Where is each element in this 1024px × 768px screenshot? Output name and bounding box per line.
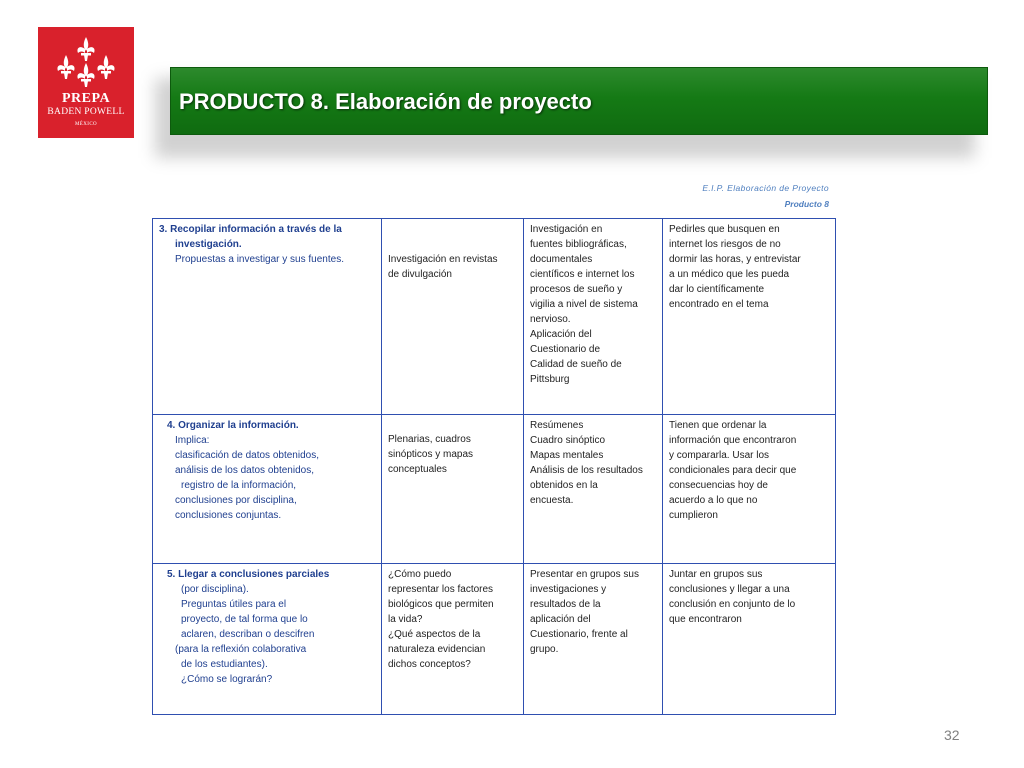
cell-line: obtenidos en la <box>530 480 598 491</box>
stage-line: conclusiones conjuntas. <box>175 510 282 521</box>
cell-line: Presentar en grupos sus <box>530 569 639 580</box>
cell-line: Análisis de los resultados <box>530 465 643 476</box>
stage-cell <box>153 564 382 715</box>
cell-line: y compararla. Usar los <box>669 450 770 461</box>
cell-line: dar lo científicamente <box>669 284 765 295</box>
school-logo <box>38 27 134 138</box>
cell-line: internet los riesgos de no <box>669 239 781 250</box>
cell-line: información que encontraron <box>669 435 797 446</box>
cell-line: a un médico que les pueda <box>669 269 790 280</box>
cell-line: sinópticos y mapas <box>388 449 474 460</box>
header-note-line-2: Producto 8 <box>784 199 829 209</box>
cell-line: naturaleza evidencian <box>388 644 486 655</box>
cell-line: Resúmenes <box>530 420 584 431</box>
project-table <box>152 218 836 715</box>
table-row <box>153 219 836 415</box>
cell-line: procesos de sueño y <box>530 284 623 295</box>
task-cell <box>663 415 836 564</box>
stage-line: Propuestas a investigar y sus fuentes. <box>175 254 344 265</box>
stage-line: (para la reflexión colaborativa <box>175 644 307 655</box>
strategy-cell <box>382 564 524 715</box>
cell-line: Cuestionario, frente al <box>530 629 628 640</box>
cell-line: Calidad de sueño de <box>530 359 622 370</box>
activity-cell <box>524 219 663 415</box>
cell-line: la vida? <box>388 614 423 625</box>
stage-line: ¿Cómo se lograrán? <box>181 674 273 685</box>
table-row <box>153 564 836 715</box>
stage-title-line: 4. Organizar la información. <box>167 420 299 431</box>
logo-line-2: BADEN POWELL <box>47 107 125 117</box>
cell-line: fuentes bibliográficas, <box>530 239 627 250</box>
stage-line: registro de la información, <box>181 480 297 491</box>
cell-line: conclusiones y llegar a una <box>669 584 790 595</box>
cell-line: grupo. <box>530 644 559 655</box>
cell-line: Investigación en revistas <box>388 254 498 265</box>
stage-title-line: 3. Recopilar información a través de la <box>159 224 342 235</box>
task-cell <box>663 219 836 415</box>
stage-line: conclusiones por disciplina, <box>175 495 297 506</box>
cell-line: encuesta. <box>530 495 574 506</box>
strategy-cell <box>382 415 524 564</box>
cell-line: ¿Qué aspectos de la <box>388 629 481 640</box>
fleur-de-lis-icon <box>54 35 118 89</box>
cell-line: aplicación del <box>530 614 591 625</box>
stage-line: Preguntas útiles para el <box>181 599 287 610</box>
cell-line: cumplieron <box>669 510 718 521</box>
logo-line-3: MÉXICO <box>74 122 98 127</box>
stage-cell <box>153 219 382 415</box>
cell-line: Mapas mentales <box>530 450 604 461</box>
activity-cell <box>524 415 663 564</box>
task-cell <box>663 564 836 715</box>
cell-line: vigilia a nivel de sistema <box>530 299 638 310</box>
cell-line: resultados de la <box>530 599 601 610</box>
cell-line: investigaciones y <box>530 584 607 595</box>
stage-line: de los estudiantes). <box>181 659 268 670</box>
cell-line: dormir las horas, y entrevistar <box>669 254 801 265</box>
cell-line: documentales <box>530 254 593 265</box>
cell-line: científicos e internet los <box>530 269 635 280</box>
cell-line: Tienen que ordenar la <box>669 420 767 431</box>
cell-line: conceptuales <box>388 464 447 475</box>
activity-cell <box>524 564 663 715</box>
cell-line: Investigación en <box>530 224 603 235</box>
cell-line: condicionales para decir que <box>669 465 797 476</box>
cell-line: dichos conceptos? <box>388 659 471 670</box>
stage-title-line: investigación. <box>175 239 242 250</box>
cell-line: Pittsburg <box>530 374 570 385</box>
cell-line: acuerdo a lo que no <box>669 495 758 506</box>
stage-cell <box>153 415 382 564</box>
cell-line: representar los factores <box>388 584 494 595</box>
cell-line: que encontraron <box>669 614 742 625</box>
cell-line: biológicos que permiten <box>388 599 494 610</box>
cell-line: Juntar en grupos sus <box>669 569 763 580</box>
cell-line: Cuadro sinóptico <box>530 435 606 446</box>
cell-line: ¿Cómo puedo <box>388 569 452 580</box>
title-band <box>170 67 988 135</box>
stage-line: análisis de los datos obtenidos, <box>175 465 314 476</box>
page-number: 32 <box>944 727 960 743</box>
header-note-line-1: E.I.P. Elaboración de Proyecto <box>702 183 829 193</box>
stage-line: (por disciplina). <box>181 584 249 595</box>
cell-line: Pedirles que busquen en <box>669 224 780 235</box>
logo-line-1: PREPA <box>61 91 111 106</box>
cell-line: conclusión en conjunto de lo <box>669 599 796 610</box>
stage-line: Implica: <box>175 435 210 446</box>
page-title: PRODUCTO 8. Elaboración de proyecto <box>179 89 592 114</box>
cell-line: consecuencias hoy de <box>669 480 768 491</box>
table-row <box>153 415 836 564</box>
cell-line: nervioso. <box>530 314 571 325</box>
cell-line: Plenarias, cuadros <box>388 434 471 445</box>
cell-line: Aplicación del <box>530 329 592 340</box>
cell-line: Cuestionario de <box>530 344 601 355</box>
stage-line: proyecto, de tal forma que lo <box>181 614 308 625</box>
stage-line: aclaren, describan o descifren <box>181 629 315 640</box>
cell-line: encontrado en el tema <box>669 299 769 310</box>
stage-line: clasificación de datos obtenidos, <box>175 450 319 461</box>
stage-title-line: 5. Llegar a conclusiones parciales <box>167 569 330 580</box>
cell-line: de divulgación <box>388 269 452 280</box>
strategy-cell <box>382 219 524 415</box>
